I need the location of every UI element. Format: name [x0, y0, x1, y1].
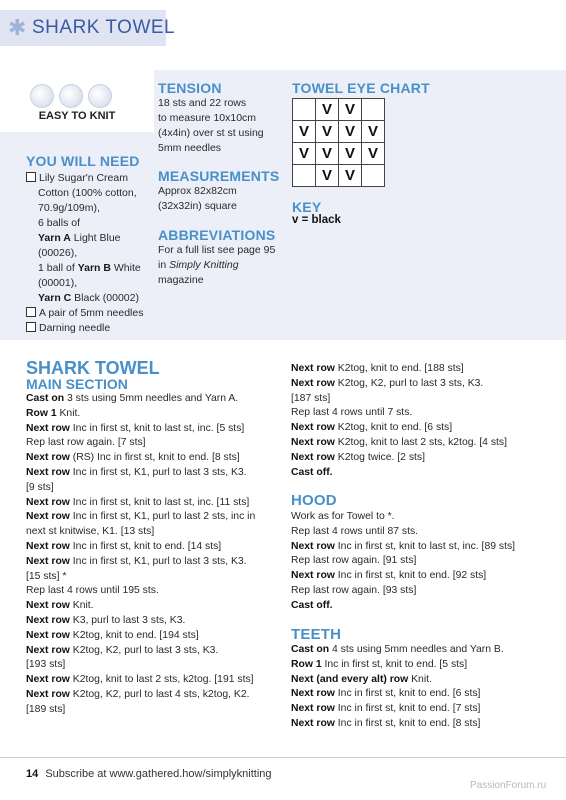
footer — [26, 768, 272, 780]
instruction-line: Next row K2tog, knit to end. [194 sts] — [26, 629, 199, 641]
list-item: Darning needle — [26, 321, 143, 336]
instruction-line: Next row Inc in first st, knit to last st, inc. [11 sts] — [26, 496, 250, 508]
instruction-line: Next row K2tog, knit to end. [188 sts] — [291, 363, 464, 374]
instruction-line: Next row Knit. — [26, 600, 94, 612]
instruction-line: [193 sts] — [26, 659, 66, 671]
instruction-line: [9 sts] — [26, 481, 54, 493]
instruction-line: next st knitwise, K1. [13 sts] — [26, 526, 155, 538]
instruction-line: Rep last row again. [93 sts] — [291, 584, 417, 596]
key-symbol: v — [292, 214, 299, 226]
measurements-heading: MEASUREMENTS — [158, 168, 280, 184]
instruction-line: Rep last row again. [7 sts] — [26, 437, 146, 449]
chart-cell: V — [339, 143, 362, 165]
instruction-line: Cast off. — [291, 466, 333, 478]
list-item: 70.9g/109m), — [38, 202, 100, 214]
tension-text: 18 sts and 22 rows to measure 10x10cm (4x4in) over st st using 5mm needles — [158, 97, 264, 154]
instruction-line: Next row Inc in first st, knit to end. [14 sts] — [26, 540, 222, 552]
instruction-line: Next row K2tog twice. [2 sts] — [291, 451, 425, 463]
section-subtitle: MAIN SECTION — [26, 376, 128, 392]
eye-chart-heading: TOWEL EYE CHART — [292, 80, 430, 96]
chart-cell: V — [339, 165, 362, 187]
instruction-line: Next row K2tog, K2, purl to last 3 sts, K3. — [26, 644, 219, 656]
yarn-ball-icon — [88, 84, 112, 108]
chart-cell: V — [316, 143, 339, 165]
list-item: A pair of 5mm needles — [26, 306, 143, 321]
chart-cell: V — [339, 99, 362, 121]
key-heading: KEY — [292, 199, 322, 215]
list-item: Yarn A Light Blue — [38, 232, 121, 244]
chart-cell: V — [339, 121, 362, 143]
chart-cell: V — [362, 121, 385, 143]
list-item: Lily Sugar'n Cream — [26, 171, 143, 186]
chart-cell — [362, 165, 385, 187]
instruction-line: Next row K3, purl to last 3 sts, K3. — [26, 614, 186, 626]
instruction-line: [187 sts] — [291, 392, 331, 404]
instruction-line: Rep last 4 rows until 195 sts. — [26, 585, 159, 597]
yarn-ball-icon — [59, 84, 83, 108]
instruction-line: Next row K2tog, K2, purl to last 4 sts, k2tog, K2. — [26, 688, 250, 700]
instruction-line: Next row Inc in first st, knit to end. [92 sts] — [291, 570, 487, 582]
footer-divider — [0, 757, 566, 758]
instruction-line: Next row Inc in first st, knit to end. [7 sts] — [291, 703, 481, 715]
instruction-line: Row 1 Inc in first st, knit to end. [5 sts] — [291, 658, 468, 670]
page-number: 14 — [26, 768, 39, 780]
hood-instructions — [291, 510, 551, 614]
list-item: (00001), — [38, 277, 78, 289]
chart-cell: V — [316, 165, 339, 187]
instruction-line: Next row Inc in first st, knit to last st, inc. [89 sts] — [291, 540, 516, 552]
chart-cell — [362, 99, 385, 121]
list-item: (00026), — [38, 247, 78, 259]
materials-list — [26, 171, 143, 336]
hood-heading: HOOD — [291, 492, 337, 509]
instruction-line: Next row K2tog, K2, purl to last 3 sts, K3. — [291, 377, 484, 389]
instruction-line: Next row K2tog, knit to last 2 sts, k2tog. [4 sts] — [291, 436, 507, 448]
chart-cell: V — [316, 99, 339, 121]
chart-cell: V — [362, 143, 385, 165]
instruction-line: Rep last row again. [91 sts] — [291, 555, 417, 567]
chart-cell: V — [293, 143, 316, 165]
eye-chart-grid — [292, 98, 385, 187]
teeth-instructions — [291, 643, 551, 732]
star-icon: ✱ — [8, 15, 27, 40]
pattern-left-column — [26, 392, 281, 718]
abbreviations-text: For a full list see page 95 in Simply Knitting magazine — [158, 244, 276, 286]
checkbox-icon — [26, 172, 36, 182]
instruction-line: Next row Inc in first st, K1, purl to last 2 sts, inc in — [26, 511, 256, 523]
instruction-line: Next row Inc in first st, knit to last st, inc. [5 sts] — [26, 422, 245, 434]
instruction-line: Next row (RS) Inc in first st, knit to end. [8 sts] — [26, 452, 240, 464]
instruction-line: Work as for Towel to *. — [291, 511, 395, 522]
instruction-line: Next row Inc in first st, K1, purl to last 3 sts, K3. — [26, 555, 247, 567]
watermark: PassionForum.ru — [470, 780, 547, 791]
instruction-line: Next row Inc in first st, K1, purl to last 3 sts, K3. — [26, 466, 247, 478]
skill-level: EASY TO KNIT — [38, 110, 116, 122]
list-item: 1 ball of Yarn B White — [38, 262, 141, 274]
subscribe-link[interactable]: Subscribe at www.gathered.how/simplyknitting — [45, 768, 272, 780]
instruction-line: Rep last 4 rows until 87 sts. — [291, 525, 419, 537]
instruction-line: Next row K2tog, knit to end. [6 sts] — [291, 422, 453, 434]
page-title: SHARK TOWEL — [32, 17, 176, 38]
teeth-heading: TEETH — [291, 626, 342, 643]
checkbox-icon — [26, 322, 36, 332]
yarn-ball-icon — [30, 84, 54, 108]
checkbox-icon — [26, 307, 36, 317]
section-title: SHARK TOWEL — [26, 358, 160, 378]
instruction-line: Next row K2tog, knit to last 2 sts, k2tog. [191 sts] — [26, 674, 254, 686]
instruction-line: Cast on 4 sts using 5mm needles and Yarn B. — [291, 644, 504, 655]
chart-cell — [293, 99, 316, 121]
key-legend — [292, 214, 341, 226]
key-meaning: = black — [301, 214, 341, 226]
instruction-line: [189 sts] — [26, 703, 66, 715]
instruction-line: Next (and every alt) row Knit. — [291, 673, 432, 685]
instruction-line: Next row Inc in first st, knit to end. [8 sts] — [291, 717, 481, 729]
list-item: Yarn C Black (00002) — [38, 292, 139, 304]
pattern-right-column — [291, 362, 551, 480]
you-will-need-heading: YOU WILL NEED — [26, 153, 140, 169]
measurements-text: Approx 82x82cm (32x32in) square — [158, 185, 237, 212]
list-item: Cotton (100% cotton, — [38, 187, 137, 199]
chart-cell: V — [316, 121, 339, 143]
instruction-line: Rep last 4 rows until 7 sts. — [291, 407, 413, 419]
instruction-line: Next row Inc in first st, knit to end. [6 sts] — [291, 688, 481, 700]
abbreviations-heading: ABBREVIATIONS — [158, 227, 276, 243]
chart-cell: V — [293, 121, 316, 143]
instruction-line: Row 1 Knit. — [26, 407, 81, 419]
instruction-line: Cast off. — [291, 599, 333, 611]
chart-cell — [293, 165, 316, 187]
list-item: 6 balls of — [38, 217, 81, 229]
tension-heading: TENSION — [158, 80, 222, 96]
instruction-line: Cast on 3 sts using 5mm needles and Yarn A. — [26, 393, 239, 404]
instruction-line: [15 sts] * — [26, 570, 67, 582]
